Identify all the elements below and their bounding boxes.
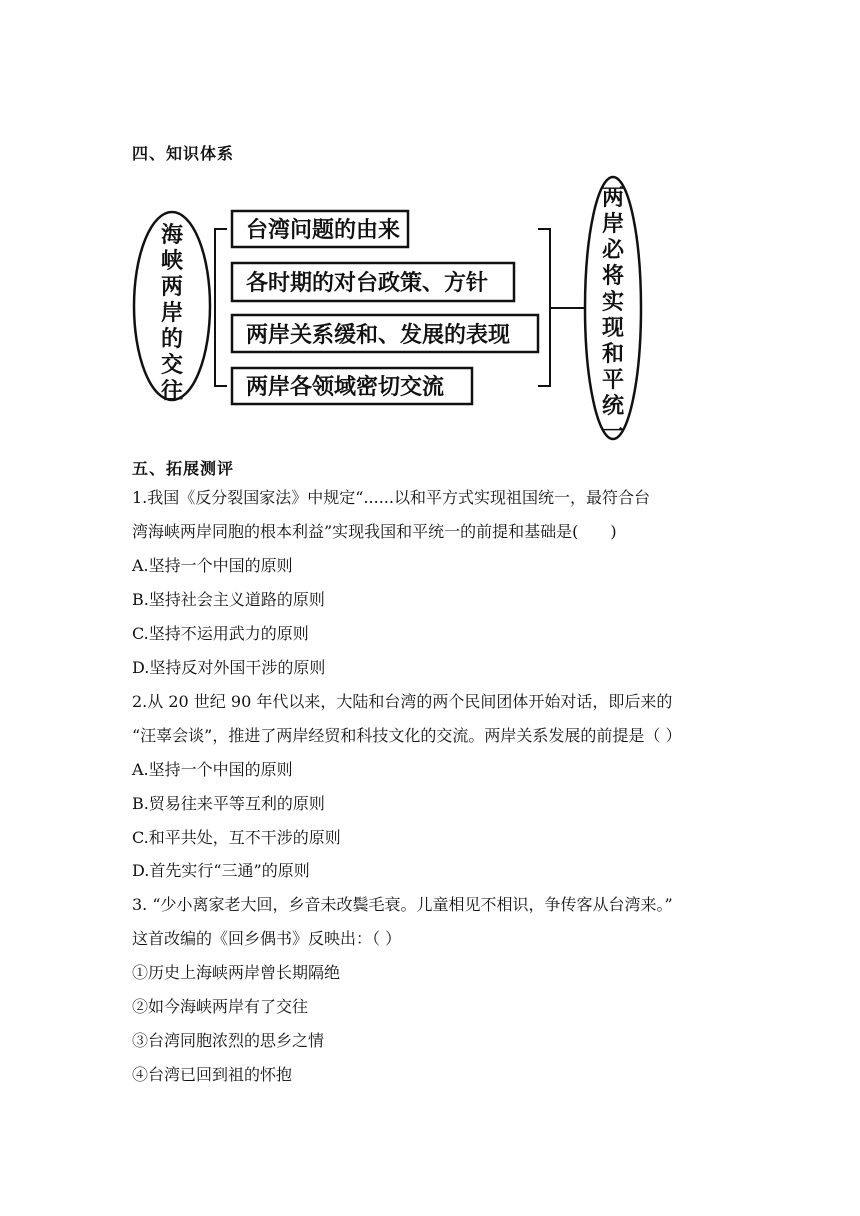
right-char-9: 统: [601, 394, 625, 419]
q1-option-c: C.坚持不运用武力的原则: [132, 624, 309, 643]
q1-option-b: B.坚持社会主义道路的原则: [132, 590, 325, 609]
q3-item-3: ③台湾同胞浓烈的思乡之情: [132, 1031, 325, 1050]
right-char-2: 岸: [601, 212, 625, 237]
left-char-6: 交: [160, 353, 184, 378]
q3-item-1: ①历史上海峡两岸曾长期隔绝: [132, 963, 341, 982]
q2-option-a: A.坚持一个中国的原则: [132, 760, 293, 779]
q1-stem-line-2: 湾海峡两岸同胞的根本利益”实现我国和平统一的前提和基础是( ): [132, 522, 617, 541]
right-char-3: 必: [601, 238, 625, 263]
right-bracket: [538, 229, 550, 386]
right-char-10: 一: [601, 420, 625, 445]
q1-option-a: A.坚持一个中国的原则: [132, 556, 293, 575]
q3-stem-line-2: 这首改编的《回乡偶书》反映出：（ ）: [132, 929, 402, 948]
q2-option-d: D.首先实行“三通”的原则: [132, 861, 310, 880]
q3-item-4: ④台湾已回到祖的怀抱: [132, 1065, 293, 1084]
right-char-5: 实: [601, 290, 625, 315]
q2-stem-line-2: “汪辜会谈”，推进了两岸经贸和科技文化的交流。两岸关系发展的前提是（ ）: [132, 726, 682, 745]
section-4-heading: 四、知识体系: [132, 144, 235, 163]
right-oval-title: [602, 186, 625, 445]
q3-item-2: ②如今海峡两岸有了交往: [132, 997, 309, 1016]
q1-stem-line-1: 1.我国《反分裂国家法》中规定“......以和平方式实现祖国统一，最符合台: [132, 488, 650, 507]
left-char-4: 岸: [160, 301, 184, 326]
right-char-7: 和: [601, 342, 625, 367]
left-char-1: 海: [160, 223, 184, 248]
left-char-3: 两: [160, 275, 184, 300]
right-char-6: 现: [601, 316, 625, 341]
right-char-8: 平: [601, 368, 625, 393]
left-char-7: 往: [160, 379, 184, 404]
box-3-label: 两岸关系缓和、发展的表现: [246, 323, 511, 348]
box-4-label: 两岸各领域密切交流: [246, 375, 445, 400]
left-char-5: 的: [160, 327, 184, 352]
knowledge-diagram: [120, 160, 650, 450]
right-char-4: 将: [601, 264, 625, 289]
box-2-label: 各时期的对台政策、方针: [246, 271, 489, 296]
left-bracket: [215, 229, 227, 386]
section-5-heading: 五、拓展测评: [132, 459, 235, 478]
left-oval-title: [161, 222, 184, 404]
q2-option-b: B.贸易往来平等互利的原则: [132, 794, 325, 813]
right-char-1: 两: [601, 186, 625, 211]
q3-stem-line-1: 3. “少小离家老大回，乡音未改鬓毛衰。儿童相见不相识，争传客从台湾来。”: [132, 895, 673, 914]
q1-option-d: D.坚持反对外国干涉的原则: [132, 658, 326, 677]
left-char-2: 峡: [160, 249, 184, 274]
q2-option-c: C.和平共处，互不干涉的原则: [132, 828, 341, 847]
box-1-label: 台湾问题的由来: [246, 218, 401, 243]
q2-stem-line-1: 2.从 20 世纪 90 年代以来，大陆和台湾的两个民间团体开始对话，即后来的: [132, 692, 673, 711]
